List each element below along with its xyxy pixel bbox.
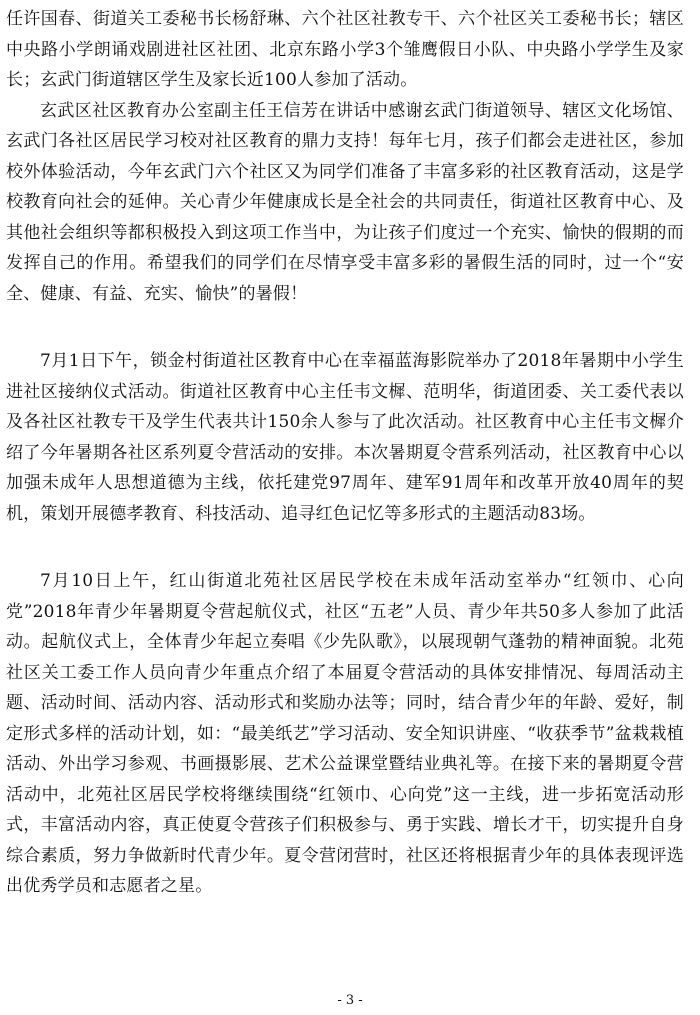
paragraph-spacer [6,309,684,346]
page-number: - 3 - [337,993,363,1008]
paragraph-speech: 玄武区社区教育办公室副主任王信芳在讲话中感谢玄武门街道领导、辖区文化场馆、玄武门各社区居民学习校对社区教育的鼎力支持！每年七月，孩子们都会走进社区，参加校外体验活动，今年玄武门六个社区又为同学们准备了丰富多彩的社区教育活动，这是学校教育向社会的延伸。关心青少年健康成长是全社会的共同责任，街道社区教育中心、及其他社会组织等都积极投入到这项工作当中，为让孩子们度过一个充实、愉快的假期的而发挥自己的作用。希望我们的同学们在尽情享受丰富多彩的暑假生活的同时，过一个“安全、健康、有益、充实、愉快”的暑假！ [6,100,684,304]
paragraph-spacer [6,529,684,566]
paragraph-hongshan: 7月10日上午，红山街道北苑社区居民学校在未成年活动室举办“红领巾、心向党”2018年青少年暑期夏令营起航仪式，社区“五老”人员、青少年共50多人参加了此活动。起航仪式上，全体青少年起立奏唱《少先队歌》，以展现朝气蓬勃的精神面貌。北苑社区关工委工作人员向青少年重点介绍了本届夏令营活动的具体安排情况、每周活动主题、活动时间、活动内容、活动形式和奖励办法等；同时，结合青少年的年龄、爱好，制定形式多样的活动计划，如：“最美纸艺”学习活动、安全知识讲座、“收获季节”盆栽栽植活动、外出学习参观、书画摄影展、艺术公益课堂暨结业典礼等。在接下来的暑期夏令营活动中，北苑社区居民学校将继续围绕“红领巾、心向党”这一主线，进一步拓宽活动形式，丰富活动内容，真正使夏令营孩子们积极参与、勇于实践、增长才干，切实提升自身综合素质，努力争做新时代青少年。夏令营闭营时，社区还将根据青少年的具体表现评选出优秀学员和志愿者之星。 [6,571,684,896]
paragraph-continuation: 任许国春、街道关工委秘书长杨舒琳、六个社区社教专干、六个社区关工委秘书长；辖区中央路小学朗诵戏剧进社区社团、北京东路小学3个雏鹰假日小队、中央路小学学生及家长；玄武门街道辖区学生及家长近100人参加了活动。 [6,9,684,90]
paragraph-suojincun: 7月1日下午，锁金村街道社区教育中心在幸福蓝海影院举办了2018年暑期中小学生进社区接纳仪式活动。街道社区教育中心主任韦文樨、范明华，街道团委、关工委代表以及各社区社教专干及学生代表共计150余人参与了此次活动。社区教育中心主任韦文樨介绍了今年暑期各社区系列夏令营活动的安排。本次暑期夏令营系列活动，社区教育中心以加强未成年人思想道德为主线，依托建党97周年、建军91周年和改革开放40周年的契机，策划开展德孝教育、科技活动、追寻红色记忆等多形式的主题活动83场。 [6,351,684,524]
